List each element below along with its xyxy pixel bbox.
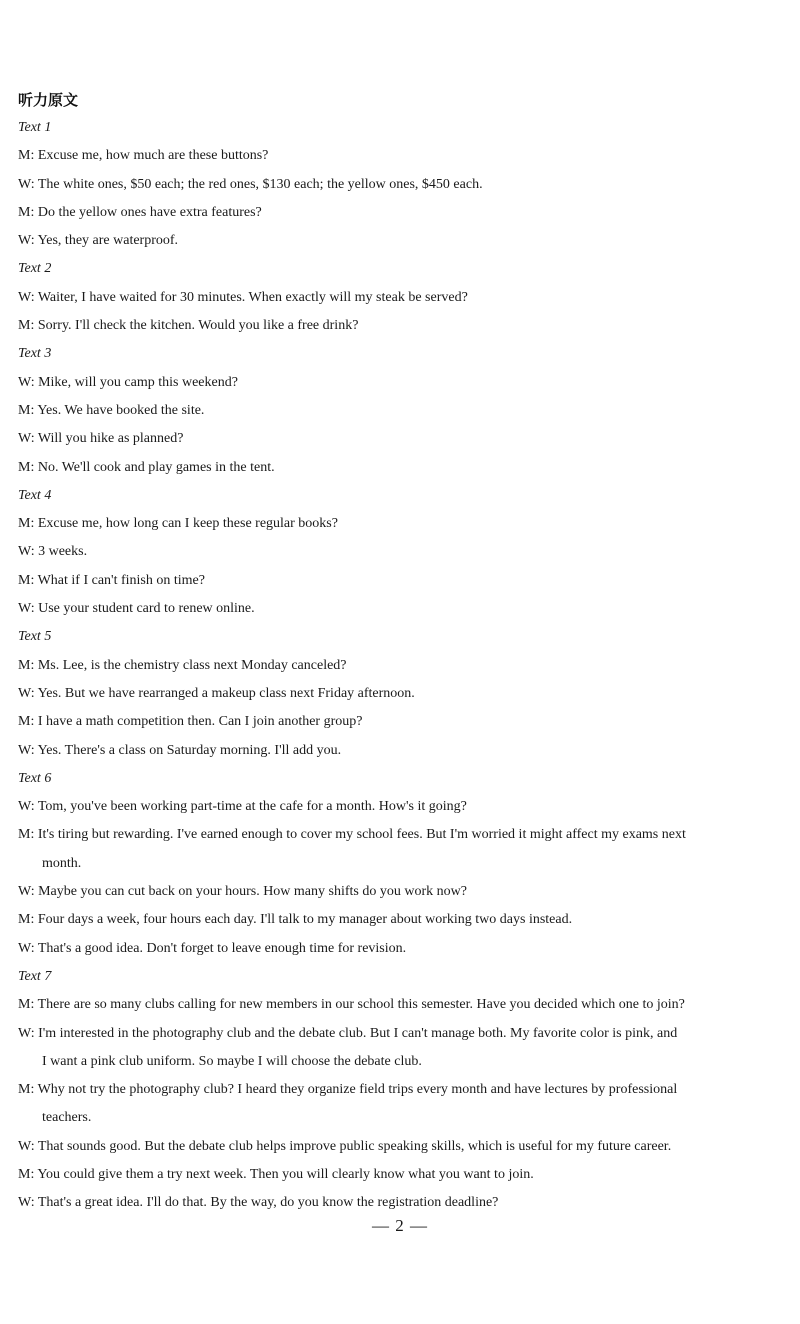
text-section-label: Text 5 (18, 629, 52, 645)
dialogue-line: M: Why not try the photography club? I heard they organize field trips every month and have lectures by professional (18, 1082, 678, 1098)
dialogue-line: W: Tom, you've been working part-time at the cafe for a month. How's it going? (18, 799, 467, 815)
dialogue-line: W: Yes, they are waterproof. (18, 233, 179, 249)
dialogue-line: W: Waiter, I have waited for 30 minutes. When exactly will my steak be served? (18, 289, 468, 305)
transcript-body (18, 114, 788, 1218)
dialogue-line: M: It's tiring but rewarding. I've earned enough to cover my school fees. But I'm worried it might affect my exams next (18, 827, 686, 843)
text-section-label: Text 6 (18, 770, 52, 786)
dialogue-line: M: What if I can't finish on time? (18, 572, 205, 588)
transcript-page (18, 86, 788, 1218)
dialogue-line: M: Four days a week, four hours each day. I'll talk to my manager about working two days instead. (18, 912, 573, 928)
dialogue-line: W: Maybe you can cut back on your hours. How many shifts do you work now? (18, 884, 467, 900)
dialogue-line: M: There are so many clubs calling for new members in our school this semester. Have you decided which one to join? (18, 997, 685, 1013)
dialogue-line: M: I have a math competition then. Can I join another group? (18, 714, 363, 730)
dialogue-line: W: Yes. There's a class on Saturday morning. I'll add you. (18, 742, 342, 758)
text-section-label: Text 4 (18, 487, 52, 503)
dialogue-line: M: Sorry. I'll check the kitchen. Would you like a free drink? (18, 318, 359, 334)
dialogue-line: M: Excuse me, how much are these buttons? (18, 148, 269, 164)
dialogue-line-continuation: teachers. (42, 1110, 92, 1126)
text-section-label: Text 1 (18, 120, 52, 135)
dialogue-line-continuation: I want a pink club uniform. So maybe I will choose the debate club. (42, 1053, 422, 1069)
page-heading: 听力原文 (18, 91, 79, 109)
dialogue-line: W: 3 weeks. (18, 544, 88, 560)
text-section-label: Text 3 (18, 346, 52, 362)
dialogue-line: M: Ms. Lee, is the chemistry class next Monday canceled? (18, 657, 347, 673)
dialogue-line: M: Do the yellow ones have extra features? (18, 204, 262, 220)
dialogue-line: M: Yes. We have booked the site. (18, 402, 205, 418)
dialogue-line: M: Excuse me, how long can I keep these regular books? (18, 516, 338, 532)
dialogue-line: W: The white ones, $50 each; the red ones, $130 each; the yellow ones, $450 each. (18, 176, 483, 192)
dialogue-line: W: Mike, will you camp this weekend? (18, 374, 238, 390)
dialogue-line: W: Yes. But we have rearranged a makeup class next Friday afternoon. (18, 685, 415, 701)
dialogue-line: M: You could give them a try next week. Then you will clearly know what you want to join. (18, 1166, 534, 1182)
dialogue-line: W: I'm interested in the photography club and the debate club. But I can't manage both. My favorite color is pink, and (18, 1025, 678, 1041)
dialogue-line: W: Use your student card to renew online. (18, 601, 255, 617)
text-section-label: Text 7 (18, 968, 52, 984)
page-number: — 2 — (372, 1216, 428, 1235)
dialogue-line: W: That's a great idea. I'll do that. By the way, do you know the registration deadline? (18, 1195, 499, 1211)
text-section-label: Text 2 (18, 261, 52, 277)
dialogue-line: W: That's a good idea. Don't forget to leave enough time for revision. (18, 940, 407, 956)
dialogue-line-continuation: month. (42, 855, 82, 871)
dialogue-line: M: No. We'll cook and play games in the tent. (18, 459, 275, 475)
dialogue-line: W: That sounds good. But the debate club helps improve public speaking skills, which is useful for my future career. (18, 1138, 672, 1154)
dialogue-line: W: Will you hike as planned? (18, 431, 184, 447)
